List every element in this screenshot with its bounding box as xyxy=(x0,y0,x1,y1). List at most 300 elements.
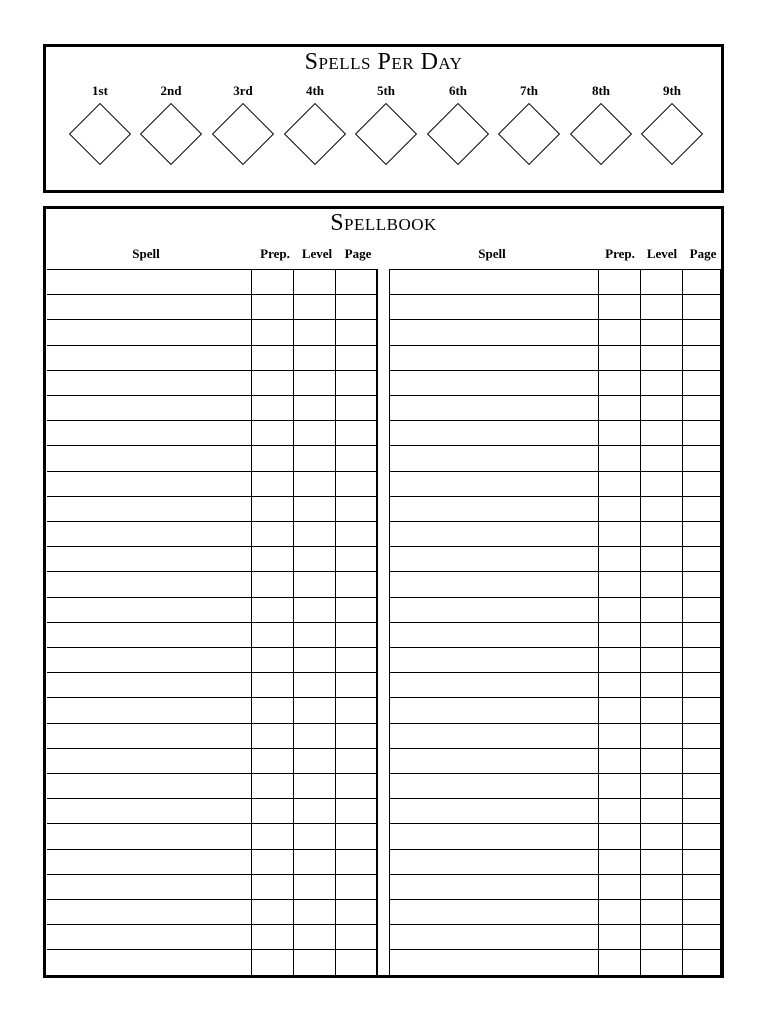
right-prep-header: Prep. xyxy=(605,246,635,261)
spell-level-label: 7th xyxy=(519,83,539,98)
page-cell[interactable] xyxy=(336,698,377,722)
spell-name-cell[interactable] xyxy=(390,421,599,445)
spell-name-cell[interactable] xyxy=(390,572,599,596)
spell-name-cell[interactable] xyxy=(390,774,599,798)
prep-cell[interactable] xyxy=(599,824,641,848)
prep-cell[interactable] xyxy=(252,320,294,344)
spell-name-cell[interactable] xyxy=(47,295,252,319)
page-cell[interactable] xyxy=(683,824,721,848)
spells-per-day-diamond[interactable] xyxy=(140,103,202,165)
level-cell[interactable] xyxy=(294,547,336,571)
level-cell[interactable] xyxy=(641,824,683,848)
left-spell-row xyxy=(47,496,377,521)
page-cell[interactable] xyxy=(683,346,721,370)
page-cell[interactable] xyxy=(336,396,377,420)
right-spell-row xyxy=(390,546,721,571)
page-cell[interactable] xyxy=(336,875,377,899)
spell-level-label: 4th xyxy=(305,83,325,98)
prep-cell[interactable] xyxy=(252,824,294,848)
page-cell[interactable] xyxy=(683,472,721,496)
page-cell[interactable] xyxy=(336,799,377,823)
page-cell[interactable] xyxy=(336,472,377,496)
right-spell-row xyxy=(390,319,721,344)
right-spell-row xyxy=(390,849,721,874)
level-cell[interactable] xyxy=(294,648,336,672)
spell-name-cell[interactable] xyxy=(390,925,599,949)
page-cell[interactable] xyxy=(336,295,377,319)
level-cell[interactable] xyxy=(294,421,336,445)
level-cell[interactable] xyxy=(294,295,336,319)
prep-cell[interactable] xyxy=(252,598,294,622)
page-cell[interactable] xyxy=(336,547,377,571)
page-cell[interactable] xyxy=(683,396,721,420)
spell-name-cell[interactable] xyxy=(390,799,599,823)
level-cell[interactable] xyxy=(294,724,336,748)
spell-name-cell[interactable] xyxy=(47,749,252,773)
level-cell[interactable] xyxy=(294,900,336,924)
page-cell[interactable] xyxy=(336,572,377,596)
page-cell[interactable] xyxy=(336,371,377,395)
prep-cell[interactable] xyxy=(599,749,641,773)
page-cell[interactable] xyxy=(683,421,721,445)
level-cell[interactable] xyxy=(294,850,336,874)
right-spell-header: Spell xyxy=(478,246,506,261)
prep-cell[interactable] xyxy=(599,724,641,748)
left-spell-row xyxy=(47,723,377,748)
spell-name-cell[interactable] xyxy=(390,850,599,874)
spell-name-cell[interactable] xyxy=(47,900,252,924)
spell-name-cell[interactable] xyxy=(390,371,599,395)
right-spell-row xyxy=(390,370,721,395)
level-cell[interactable] xyxy=(294,320,336,344)
right-spell-row xyxy=(390,823,721,848)
prep-cell[interactable] xyxy=(599,774,641,798)
prep-cell[interactable] xyxy=(252,875,294,899)
left-spell-row xyxy=(47,622,377,647)
spell-name-cell[interactable] xyxy=(47,724,252,748)
spellbook-title: Spellbook xyxy=(330,210,437,236)
spell-name-cell[interactable] xyxy=(390,724,599,748)
spell-level-label: 2nd xyxy=(160,83,182,98)
spell-name-cell[interactable] xyxy=(47,925,252,949)
spell-name-cell[interactable] xyxy=(47,572,252,596)
spell-name-cell[interactable] xyxy=(390,446,599,470)
level-cell[interactable] xyxy=(294,270,336,294)
right-spell-row xyxy=(390,471,721,496)
prep-cell[interactable] xyxy=(599,547,641,571)
prep-cell[interactable] xyxy=(599,875,641,899)
left-spell-row xyxy=(47,445,377,470)
page-cell[interactable] xyxy=(683,497,721,521)
spell-name-cell[interactable] xyxy=(390,875,599,899)
spell-name-cell[interactable] xyxy=(47,371,252,395)
level-cell[interactable] xyxy=(641,295,683,319)
spells-per-day-panel xyxy=(43,44,724,193)
page-cell[interactable] xyxy=(683,925,721,949)
spell-name-cell[interactable] xyxy=(390,295,599,319)
spell-name-cell[interactable] xyxy=(47,472,252,496)
spell-name-cell[interactable] xyxy=(390,623,599,647)
page-cell[interactable] xyxy=(336,346,377,370)
page-cell[interactable] xyxy=(336,598,377,622)
spell-name-cell[interactable] xyxy=(390,749,599,773)
page-cell[interactable] xyxy=(683,270,721,294)
prep-cell[interactable] xyxy=(599,623,641,647)
page-cell[interactable] xyxy=(683,698,721,722)
page-cell[interactable] xyxy=(683,446,721,470)
level-cell[interactable] xyxy=(641,673,683,697)
level-cell[interactable] xyxy=(294,824,336,848)
spell-name-cell[interactable] xyxy=(390,472,599,496)
prep-cell[interactable] xyxy=(252,900,294,924)
level-cell[interactable] xyxy=(294,875,336,899)
prep-cell[interactable] xyxy=(252,472,294,496)
page-cell[interactable] xyxy=(683,799,721,823)
right-spell-row xyxy=(390,874,721,899)
left-spell-row xyxy=(47,874,377,899)
level-cell[interactable] xyxy=(294,925,336,949)
spell-level-label: 9th xyxy=(662,83,682,98)
level-cell[interactable] xyxy=(641,648,683,672)
spells-per-day-diamond[interactable] xyxy=(355,103,417,165)
level-cell[interactable] xyxy=(294,572,336,596)
page-cell[interactable] xyxy=(336,900,377,924)
prep-cell[interactable] xyxy=(252,623,294,647)
prep-cell[interactable] xyxy=(599,421,641,445)
page-cell[interactable] xyxy=(336,824,377,848)
right-spell-row xyxy=(390,521,721,546)
prep-cell[interactable] xyxy=(599,522,641,546)
prep-cell[interactable] xyxy=(252,572,294,596)
prep-cell[interactable] xyxy=(252,749,294,773)
spell-name-cell[interactable] xyxy=(390,547,599,571)
right-spell-row xyxy=(390,647,721,672)
page-cell[interactable] xyxy=(683,673,721,697)
spell-name-cell[interactable] xyxy=(47,497,252,521)
spell-name-cell[interactable] xyxy=(390,320,599,344)
left-spell-row xyxy=(47,471,377,496)
spells-per-day-diamond[interactable] xyxy=(212,103,274,165)
prep-cell[interactable] xyxy=(252,270,294,294)
level-cell[interactable] xyxy=(641,698,683,722)
level-cell[interactable] xyxy=(641,950,683,974)
spells-per-day-diamond[interactable] xyxy=(641,103,703,165)
level-cell[interactable] xyxy=(641,522,683,546)
spells-per-day-diamond[interactable] xyxy=(69,103,131,165)
prep-cell[interactable] xyxy=(252,522,294,546)
left-spell-row xyxy=(47,597,377,622)
page-cell[interactable] xyxy=(336,623,377,647)
spell-name-cell[interactable] xyxy=(47,875,252,899)
left-spell-row xyxy=(47,319,377,344)
page-cell[interactable] xyxy=(336,673,377,697)
level-cell[interactable] xyxy=(294,950,336,974)
left-spell-row xyxy=(47,748,377,773)
right-spell-row xyxy=(390,597,721,622)
page-cell[interactable] xyxy=(683,320,721,344)
prep-cell[interactable] xyxy=(252,497,294,521)
spell-level-label: 6th xyxy=(448,83,468,98)
level-cell[interactable] xyxy=(641,396,683,420)
right-spell-row xyxy=(390,496,721,521)
left-spell-row xyxy=(47,773,377,798)
spell-name-cell[interactable] xyxy=(47,698,252,722)
left-spell-row xyxy=(47,697,377,722)
spell-name-cell[interactable] xyxy=(47,547,252,571)
page-cell[interactable] xyxy=(683,547,721,571)
spell-name-cell[interactable] xyxy=(390,346,599,370)
spell-name-cell[interactable] xyxy=(390,270,599,294)
spell-name-cell[interactable] xyxy=(390,950,599,974)
spells-per-day-title: Spells Per Day xyxy=(304,49,463,75)
page-cell[interactable] xyxy=(336,724,377,748)
right-spell-row xyxy=(390,748,721,773)
level-cell[interactable] xyxy=(294,396,336,420)
level-cell[interactable] xyxy=(294,371,336,395)
level-cell[interactable] xyxy=(294,598,336,622)
page-cell[interactable] xyxy=(336,522,377,546)
left-spell-row xyxy=(47,546,377,571)
right-level-header: Level xyxy=(646,246,678,261)
level-cell[interactable] xyxy=(641,875,683,899)
spell-name-cell[interactable] xyxy=(47,950,252,974)
left-prep-header: Prep. xyxy=(260,246,290,261)
prep-cell[interactable] xyxy=(252,724,294,748)
prep-cell[interactable] xyxy=(599,950,641,974)
right-spell-row xyxy=(390,949,721,974)
prep-cell[interactable] xyxy=(599,295,641,319)
level-cell[interactable] xyxy=(294,522,336,546)
page-cell[interactable] xyxy=(336,497,377,521)
spell-name-cell[interactable] xyxy=(47,270,252,294)
page-cell[interactable] xyxy=(336,270,377,294)
level-cell[interactable] xyxy=(294,774,336,798)
spell-name-cell[interactable] xyxy=(390,824,599,848)
right-page-header: Page xyxy=(689,246,717,261)
spell-name-cell[interactable] xyxy=(47,824,252,848)
spell-level-label: 3rd xyxy=(233,83,253,98)
prep-cell[interactable] xyxy=(599,371,641,395)
spell-name-cell[interactable] xyxy=(47,673,252,697)
spell-name-cell[interactable] xyxy=(390,522,599,546)
spell-name-cell[interactable] xyxy=(47,320,252,344)
page-cell[interactable] xyxy=(683,850,721,874)
spells-per-day-diamond[interactable] xyxy=(284,103,346,165)
level-cell[interactable] xyxy=(294,799,336,823)
page-cell[interactable] xyxy=(683,875,721,899)
level-cell[interactable] xyxy=(294,497,336,521)
level-cell[interactable] xyxy=(641,547,683,571)
right-spell-row xyxy=(390,672,721,697)
prep-cell[interactable] xyxy=(599,900,641,924)
prep-cell[interactable] xyxy=(252,673,294,697)
right-spell-row xyxy=(390,445,721,470)
prep-cell[interactable] xyxy=(599,346,641,370)
left-spell-row xyxy=(47,420,377,445)
prep-cell[interactable] xyxy=(599,446,641,470)
spell-name-cell[interactable] xyxy=(47,598,252,622)
page-cell[interactable] xyxy=(336,421,377,445)
prep-cell[interactable] xyxy=(599,396,641,420)
spell-name-cell[interactable] xyxy=(390,598,599,622)
column-divider xyxy=(377,269,390,975)
level-cell[interactable] xyxy=(641,446,683,470)
prep-cell[interactable] xyxy=(599,698,641,722)
spell-name-cell[interactable] xyxy=(390,673,599,697)
page-cell[interactable] xyxy=(683,950,721,974)
left-spell-row xyxy=(47,849,377,874)
prep-cell[interactable] xyxy=(252,547,294,571)
spell-name-cell[interactable] xyxy=(47,346,252,370)
prep-cell[interactable] xyxy=(599,925,641,949)
level-cell[interactable] xyxy=(641,371,683,395)
page-cell[interactable] xyxy=(683,522,721,546)
level-cell[interactable] xyxy=(641,850,683,874)
prep-cell[interactable] xyxy=(252,396,294,420)
prep-cell[interactable] xyxy=(599,472,641,496)
left-spell-table xyxy=(47,269,377,975)
spell-name-cell[interactable] xyxy=(47,850,252,874)
spell-level-label: 8th xyxy=(591,83,611,98)
left-spell-header: Spell xyxy=(132,246,160,261)
right-spell-row xyxy=(390,798,721,823)
left-spell-row xyxy=(47,269,377,294)
spell-level-label: 1st xyxy=(92,83,108,98)
level-cell[interactable] xyxy=(294,346,336,370)
level-cell[interactable] xyxy=(641,598,683,622)
right-spell-row xyxy=(390,697,721,722)
right-spell-row xyxy=(390,395,721,420)
spell-name-cell[interactable] xyxy=(390,648,599,672)
page-cell[interactable] xyxy=(683,724,721,748)
level-cell[interactable] xyxy=(641,724,683,748)
spell-name-cell[interactable] xyxy=(47,446,252,470)
right-spell-row xyxy=(390,723,721,748)
right-spell-table xyxy=(390,269,721,975)
page-cell[interactable] xyxy=(683,371,721,395)
page-cell[interactable] xyxy=(683,598,721,622)
spell-name-cell[interactable] xyxy=(390,497,599,521)
prep-cell[interactable] xyxy=(599,673,641,697)
spell-name-cell[interactable] xyxy=(390,900,599,924)
right-spell-row xyxy=(390,622,721,647)
prep-cell[interactable] xyxy=(599,497,641,521)
spell-name-cell[interactable] xyxy=(47,522,252,546)
page-cell[interactable] xyxy=(683,749,721,773)
level-cell[interactable] xyxy=(641,774,683,798)
spell-name-cell[interactable] xyxy=(390,698,599,722)
left-spell-row xyxy=(47,899,377,924)
spells-per-day-diamond[interactable] xyxy=(570,103,632,165)
prep-cell[interactable] xyxy=(252,648,294,672)
spell-name-cell[interactable] xyxy=(47,799,252,823)
left-spell-row xyxy=(47,823,377,848)
page-cell[interactable] xyxy=(683,774,721,798)
page-cell[interactable] xyxy=(336,950,377,974)
spell-name-cell[interactable] xyxy=(47,421,252,445)
level-cell[interactable] xyxy=(641,320,683,344)
prep-cell[interactable] xyxy=(599,850,641,874)
left-spell-row xyxy=(47,571,377,596)
right-spell-row xyxy=(390,420,721,445)
spell-name-cell[interactable] xyxy=(47,648,252,672)
level-cell[interactable] xyxy=(641,421,683,445)
left-level-header: Level xyxy=(301,246,333,261)
level-cell[interactable] xyxy=(294,698,336,722)
left-spell-row xyxy=(47,294,377,319)
level-cell[interactable] xyxy=(294,446,336,470)
spell-name-cell[interactable] xyxy=(390,396,599,420)
spells-per-day-diamond[interactable] xyxy=(427,103,489,165)
level-cell[interactable] xyxy=(641,572,683,596)
right-spell-row xyxy=(390,773,721,798)
spell-name-cell[interactable] xyxy=(47,774,252,798)
level-cell[interactable] xyxy=(641,900,683,924)
prep-cell[interactable] xyxy=(252,371,294,395)
prep-cell[interactable] xyxy=(252,799,294,823)
prep-cell[interactable] xyxy=(252,295,294,319)
page-cell[interactable] xyxy=(336,925,377,949)
prep-cell[interactable] xyxy=(252,346,294,370)
spell-name-cell[interactable] xyxy=(47,623,252,647)
spell-name-cell[interactable] xyxy=(47,396,252,420)
prep-cell[interactable] xyxy=(599,572,641,596)
page-cell[interactable] xyxy=(683,295,721,319)
spell-level-label: 5th xyxy=(376,83,396,98)
level-cell[interactable] xyxy=(641,270,683,294)
prep-cell[interactable] xyxy=(252,446,294,470)
level-cell[interactable] xyxy=(641,472,683,496)
spells-per-day-diamond[interactable] xyxy=(498,103,560,165)
prep-cell[interactable] xyxy=(599,270,641,294)
prep-cell[interactable] xyxy=(252,774,294,798)
left-spell-row xyxy=(47,647,377,672)
page-cell[interactable] xyxy=(683,900,721,924)
level-cell[interactable] xyxy=(294,472,336,496)
prep-cell[interactable] xyxy=(252,698,294,722)
level-cell[interactable] xyxy=(641,497,683,521)
page-cell[interactable] xyxy=(336,648,377,672)
page-cell[interactable] xyxy=(683,623,721,647)
page-cell[interactable] xyxy=(336,850,377,874)
left-spell-row xyxy=(47,924,377,949)
prep-cell[interactable] xyxy=(252,950,294,974)
page-cell[interactable] xyxy=(336,446,377,470)
left-spell-row xyxy=(47,521,377,546)
page-cell[interactable] xyxy=(336,774,377,798)
prep-cell[interactable] xyxy=(252,850,294,874)
level-cell[interactable] xyxy=(641,346,683,370)
level-cell[interactable] xyxy=(294,673,336,697)
prep-cell[interactable] xyxy=(252,925,294,949)
left-page-header: Page xyxy=(344,246,372,261)
level-cell[interactable] xyxy=(641,925,683,949)
page-cell[interactable] xyxy=(336,320,377,344)
level-cell[interactable] xyxy=(641,749,683,773)
page-cell[interactable] xyxy=(683,572,721,596)
level-cell[interactable] xyxy=(641,623,683,647)
prep-cell[interactable] xyxy=(599,598,641,622)
page-cell[interactable] xyxy=(336,749,377,773)
level-cell[interactable] xyxy=(641,799,683,823)
prep-cell[interactable] xyxy=(599,320,641,344)
prep-cell[interactable] xyxy=(599,648,641,672)
page-cell[interactable] xyxy=(683,648,721,672)
level-cell[interactable] xyxy=(294,749,336,773)
prep-cell[interactable] xyxy=(599,799,641,823)
level-cell[interactable] xyxy=(294,623,336,647)
prep-cell[interactable] xyxy=(252,421,294,445)
